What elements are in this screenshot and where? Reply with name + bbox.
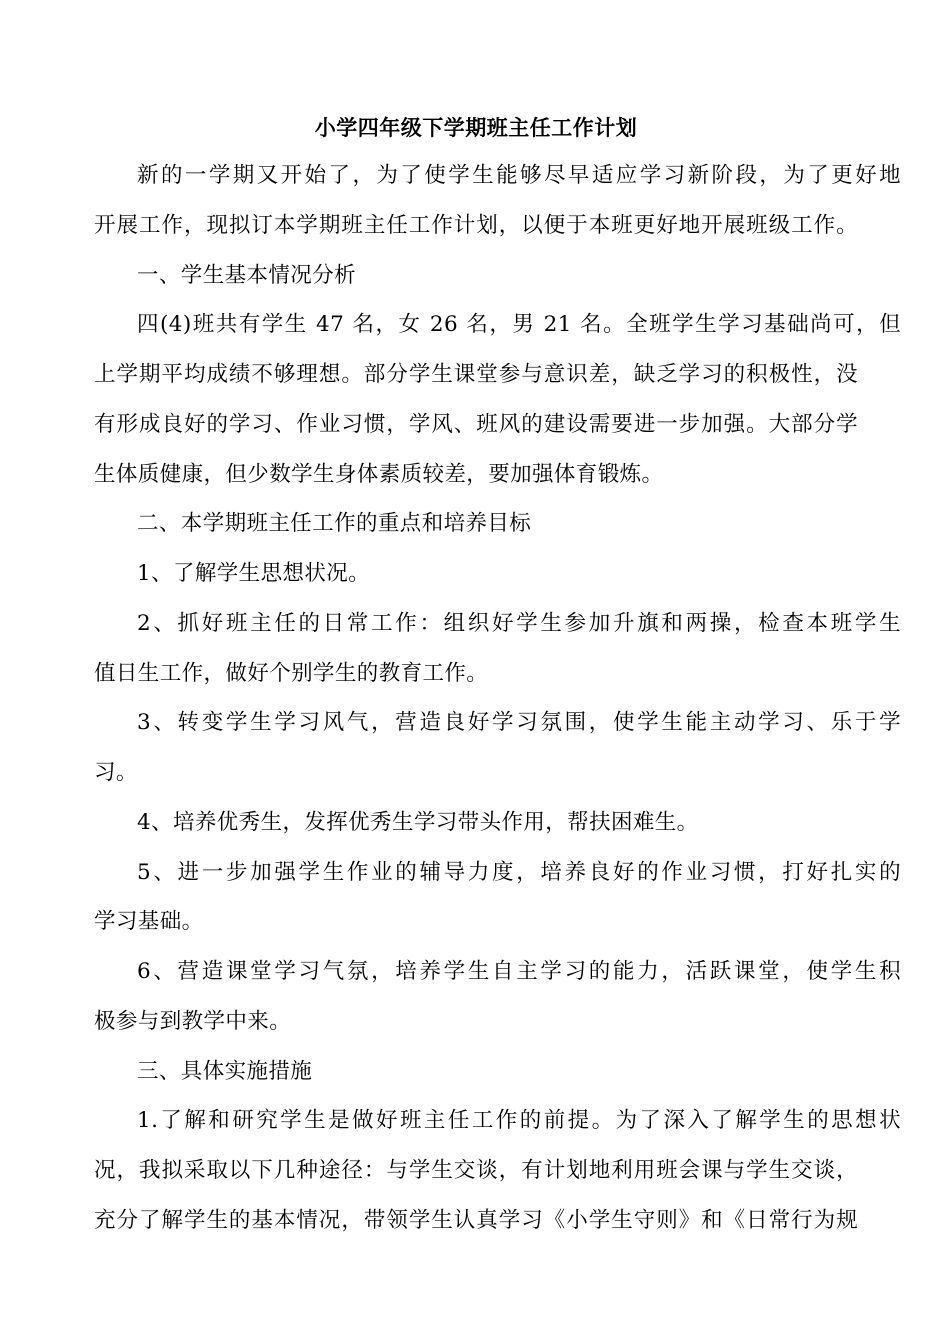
list-item-continuation: 习。: [94, 760, 138, 785]
list-item-continuation: 学习基础。: [94, 909, 204, 934]
section-heading: 三、具体实施措施: [137, 1059, 313, 1084]
paragraph-line: 上学期平均成绩不够理想。部分学生课堂参与意识差，缺乏学习的积极性，没: [94, 362, 858, 387]
list-item: 2、抓好班主任的日常工作：组织好学生参加升旗和两操，检查本班学生: [137, 611, 901, 636]
list-item: 1、了解学生思想状况。: [137, 561, 371, 586]
list-item-continuation: 值日生工作，做好个别学生的教育工作。: [94, 661, 489, 686]
paragraph-line: 生体质健康，但少数学生身体素质较差，要加强体育锻炼。: [94, 462, 664, 487]
paragraph-line: 开展工作，现拟订本学期班主任工作计划，以便于本班更好地开展班级工作。: [94, 213, 858, 238]
paragraph-line: 况，我拟采取以下几种途径：与学生交谈，有计划地利用班会课与学生交谈，: [94, 1158, 858, 1183]
section-heading: 二、本学期班主任工作的重点和培养目标: [137, 511, 532, 536]
paragraph-line: 充分了解学生的基本情况，带领学生认真学习《小学生守则》和《日常行为规: [94, 1208, 858, 1233]
section-heading: 一、学生基本情况分析: [137, 263, 357, 288]
list-item: 4、培养优秀生，发挥优秀生学习带头作用，帮扶困难生。: [137, 810, 699, 835]
paragraph-line: 有形成良好的学习、作业习惯，学风、班风的建设需要进一步加强。大部分学: [94, 412, 858, 437]
list-item-continuation: 极参与到教学中来。: [94, 1009, 292, 1034]
list-item: 3、转变学生学习风气，营造良好学习氛围，使学生能主动学习、乐于学: [137, 710, 901, 735]
list-item: 6、营造课堂学习气氛，培养学生自主学习的能力，活跃课堂，使学生积: [137, 959, 901, 984]
list-item: 5、进一步加强学生作业的辅导力度，培养良好的作业习惯，打好扎实的: [137, 860, 901, 885]
paragraph-line: 四(4)班共有学生 47 名，女 26 名，男 21 名。全班学生学习基础尚可，但: [137, 312, 901, 337]
paragraph-line: 1.了解和研究学生是做好班主任工作的前提。为了深入了解学生的思想状: [137, 1108, 901, 1133]
document-title: 小学四年级下学期班主任工作计划: [314, 115, 638, 140]
paragraph-line: 新的一学期又开始了，为了使学生能够尽早适应学习新阶段，为了更好地: [137, 163, 901, 188]
